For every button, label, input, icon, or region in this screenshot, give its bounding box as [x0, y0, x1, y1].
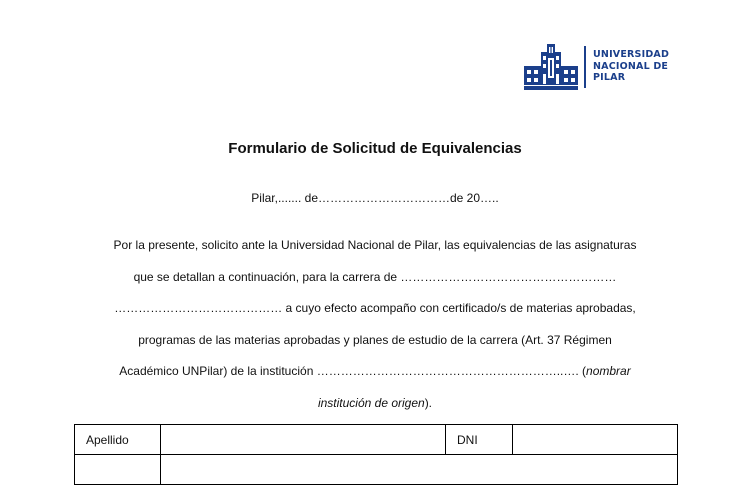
dni-field[interactable] [513, 425, 678, 455]
logo-line-3: PILAR [593, 72, 626, 83]
nombrar-text: nombrar [586, 364, 631, 379]
university-logo [524, 44, 674, 90]
table-row [75, 425, 678, 455]
logo-line-2: NACIONAL DE [593, 60, 669, 72]
university-building-icon [524, 44, 578, 90]
request-paragraph [0, 236, 750, 414]
apellido-field[interactable] [161, 425, 446, 455]
logo-divider [584, 46, 586, 88]
table-cell[interactable] [75, 455, 161, 485]
table-cell[interactable] [161, 455, 678, 485]
date-line: Pilar,....... de……………………………de 20….. [251, 191, 499, 205]
table-row [75, 455, 678, 485]
paragraph-text: Académico UNPilar) de la institución ……………………………………………………..…. ( [119, 364, 587, 379]
logo-line-1: UNIVERSIDAD [593, 49, 670, 60]
paragraph-line: Por la presente, solicito ante la Universidad Nacional de Pilar, las equivalencias de las asignaturas [113, 238, 637, 252]
paragraph-line: que se detallan a continuación, para la carrera de ……………………………………………… [133, 269, 617, 284]
logo-text [593, 49, 669, 84]
paragraph-line [0, 394, 750, 414]
applicant-table [74, 424, 678, 485]
closing-text: ). [424, 395, 433, 410]
apellido-label: Apellido [75, 425, 161, 455]
dni-label: DNI [446, 425, 513, 455]
paragraph-line: …………………………………… a cuyo efecto acompaño con certificado/s de materias aprobadas, [114, 301, 636, 316]
paragraph-line: programas de las materias aprobadas y planes de estudio de la carrera (Art. 37 Régimen [138, 332, 612, 347]
paragraph-line [0, 362, 750, 394]
document-title: Formulario de Solicitud de Equivalencias [228, 140, 522, 157]
institucion-origen-text: institución de origen [317, 395, 425, 410]
